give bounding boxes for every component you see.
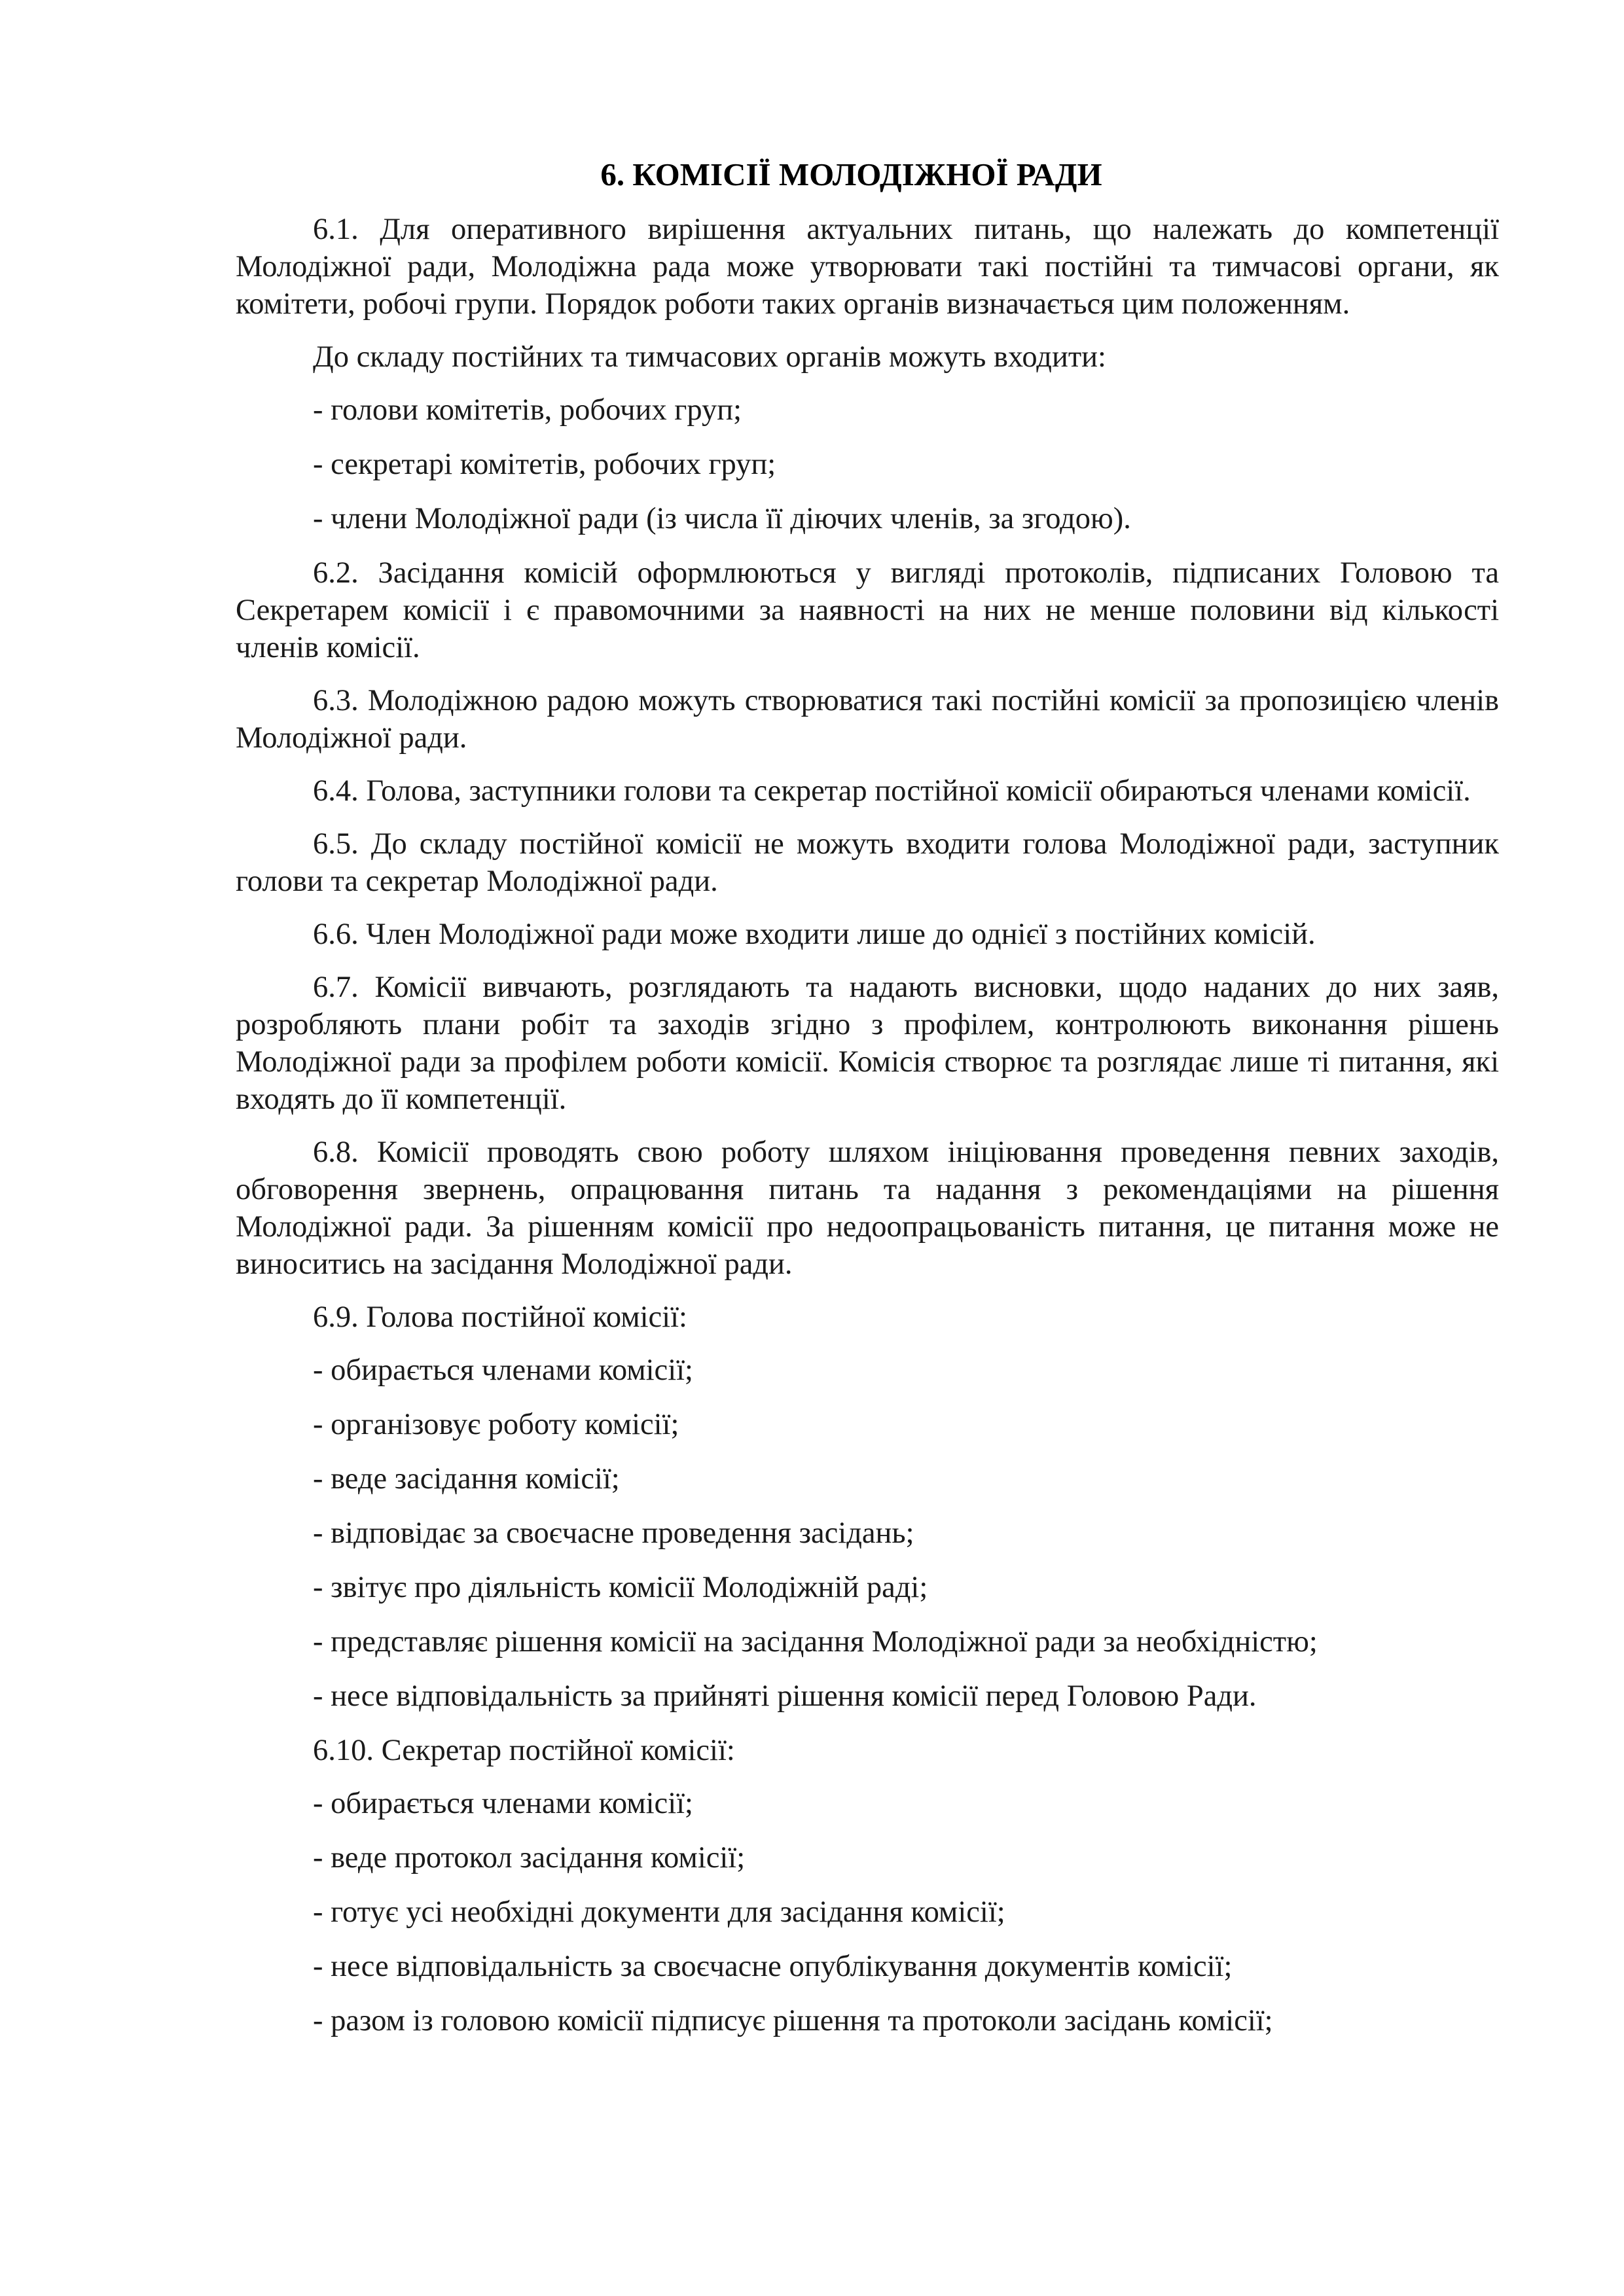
list-item: - обирається членами комісії; — [313, 1354, 693, 1387]
list-item: - голови комітетів, робочих груп; — [313, 393, 742, 427]
list-item: - обирається членами комісії; — [313, 1787, 693, 1820]
list-item: - секретарі комітетів, робочих груп; — [313, 448, 776, 481]
list-item: - веде протокол засідання комісії; — [313, 1841, 746, 1874]
list-item: - разом із головою комісії підписує рішення та протоколи засідань комісії; — [313, 2004, 1273, 2037]
chair-duties-list — [236, 1352, 1499, 1715]
list-item: - організовує роботу комісії; — [313, 1408, 679, 1441]
list-item: - відповідає за своєчасне проведення засідань; — [313, 1516, 914, 1550]
list-item: - звітує про діяльність комісії Молодіжній раді; — [313, 1571, 928, 1604]
list-item: - веде засідання комісії; — [313, 1462, 620, 1496]
paragraph-6-9: 6.9. Голова постійної комісії: — [313, 1300, 687, 1334]
secretary-duties-list — [236, 1785, 1499, 2039]
list-item: - готує усі необхідні документи для засідання комісії; — [313, 1895, 1005, 1929]
list-item: - представляє рішення комісії на засідання Молодіжної ради за необхідністю; — [313, 1625, 1318, 1659]
composition-list — [236, 391, 1499, 537]
paragraph-6-8: 6.8. Комісії проводять свою роботу шляхом ініціювання проведення певних заходів, обговорення звернень, опрацювання питань та надання з рекомендаціями на рішення Молодіжної ради. За рішенням комісії про недоопрацьованість питання, це питання може не виноситись на засідання Молодіжної ради. — [236, 1136, 1499, 1281]
paragraph-6-2: 6.2. Засідання комісій оформлюються у вигляді протоколів, підписаних Головою та Секретарем комісії і є правомочними за наявності на них не менше половини від кількості членів комісії. — [236, 556, 1499, 664]
list-item: - несе відповідальність за своєчасне опублікування документів комісії; — [313, 1950, 1233, 1983]
paragraph-6-10: 6.10. Секретар постійної комісії: — [313, 1734, 735, 1767]
document-body — [236, 211, 1499, 2056]
paragraph-6-6: 6.6. Член Молодіжної ради може входити лише до однієї з постійних комісій. — [313, 918, 1316, 951]
paragraph-6-5: 6.5. До складу постійної комісії не можуть входити голова Молодіжної ради, заступник голови та секретар Молодіжної ради. — [236, 827, 1499, 898]
paragraph-6-1: 6.1. Для оперативного вирішення актуальних питань, що належать до компетенції Молодіжної ради, Молодіжна рада може утворювати такі постійні та тимчасові органи, як комітети, робочі групи. Порядок роботи таких органів визначається цим положенням. — [236, 213, 1499, 321]
composition-intro: До складу постійних та тимчасових органів можуть входити: — [313, 340, 1106, 374]
section-title: 6. КОМІСІЇ МОЛОДІЖНОЇ РАДИ — [600, 156, 1102, 192]
list-item: - члени Молодіжної ради (із числа її діючих членів, за згодою). — [313, 502, 1131, 535]
paragraph-6-4: 6.4. Голова, заступники голови та секретар постійної комісії обираються членами комісії. — [313, 774, 1471, 808]
paragraph-6-7: 6.7. Комісії вивчають, розглядають та надають висновки, щодо наданих до них заяв, розробляють плани робіт та заходів згідно з профілем, контролюють виконання рішень Молодіжної ради за профілем роботи комісії. Комісія створює та розглядає лише ті питання, які входять до її компетенції. — [236, 971, 1499, 1116]
paragraph-6-3: 6.3. Молодіжною радою можуть створюватися такі постійні комісії за пропозицією членів Молодіжної ради. — [236, 684, 1499, 755]
list-item: - несе відповідальність за прийняті рішення комісії перед Головою Ради. — [313, 1679, 1257, 1713]
